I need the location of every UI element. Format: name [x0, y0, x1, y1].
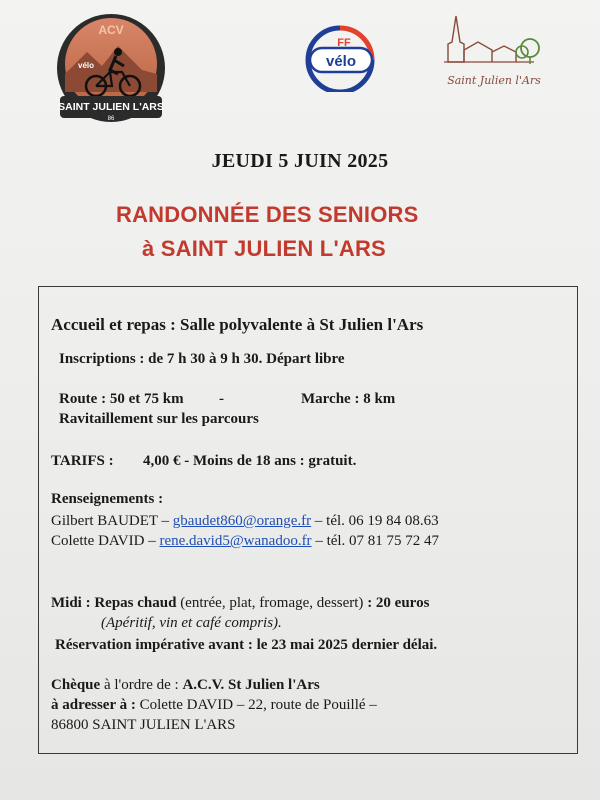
event-date: JEUDI 5 JUIN 2025 [211, 150, 389, 172]
midi-note: (Apéritif, vin et café compris). [101, 615, 282, 631]
midi-detail: (entrée, plat, fromage, dessert) [176, 595, 368, 611]
ffvelo-ff-text: FF [337, 37, 351, 49]
cheque-mid: à l'ordre de : [100, 677, 183, 693]
ffvelo-logo [300, 22, 380, 92]
contact-row [51, 533, 439, 550]
cheque-label: Chèque [51, 677, 101, 693]
marche-distance: Marche : 8 km [301, 391, 396, 407]
reservation-line: Réservation impérative avant : le 23 mai 2025 dernier délai. [55, 637, 438, 653]
adresser-label: à adresser à : [51, 697, 136, 713]
contact-phone: – tél. 06 19 84 08.63 [311, 513, 439, 529]
tarifs-value: 4,00 € - Moins de 18 ans : gratuit. [143, 453, 357, 469]
accueil-line: Accueil et repas : Salle polyvalente à St Julien l'Ars [51, 315, 424, 334]
route-distance: Route : 50 et 75 km [59, 391, 184, 407]
contact-name: Gilbert BAUDET – [51, 513, 173, 529]
route-separator: - [219, 391, 224, 407]
adresser-value: Colette DAVID – 22, route de Pouillé – [135, 697, 377, 713]
acv-club-logo [52, 12, 170, 130]
contact-row [51, 513, 439, 530]
midi-label: Midi : Repas chaud [51, 595, 177, 611]
acv-num-text: 86 [107, 116, 115, 122]
adresser-line [51, 697, 377, 714]
cheque-line [51, 677, 320, 694]
event-title-line2: à SAINT JULIEN L'ARS [142, 236, 386, 261]
info-box [38, 286, 578, 754]
acv-name-text: SAINT JULIEN L'ARS [58, 101, 164, 113]
acv-top-text: ACV [98, 23, 124, 37]
ravitaillement-line: Ravitaillement sur les parcours [59, 411, 259, 427]
cheque-payee: A.C.V. St Julien l'Ars [182, 677, 320, 693]
ffvelo-velo-text: vélo [325, 53, 357, 70]
sj-logo-text: Saint Julien l'Ars [447, 74, 541, 87]
address-city: 86800 SAINT JULIEN L'ARS [51, 717, 236, 733]
midi-line [51, 595, 429, 612]
contact-name: Colette DAVID – [51, 533, 160, 549]
renseignements-heading: Renseignements : [51, 491, 164, 507]
tarifs-label: TARIFS : [51, 453, 114, 469]
inscriptions-line: Inscriptions : de 7 h 30 à 9 h 30. Départ libre [59, 351, 345, 367]
contact-email-link[interactable]: rene.david5@wanadoo.fr [159, 533, 312, 549]
acv-badge-text: vélo [78, 61, 95, 70]
saint-julien-logo [438, 12, 550, 100]
event-title-line1: RANDONNÉE DES SENIORS [116, 202, 419, 227]
midi-price: : 20 euros [367, 595, 430, 611]
contact-phone: – tél. 07 81 75 72 47 [311, 533, 440, 549]
contact-email-link[interactable]: gbaudet860@orange.fr [172, 513, 312, 529]
